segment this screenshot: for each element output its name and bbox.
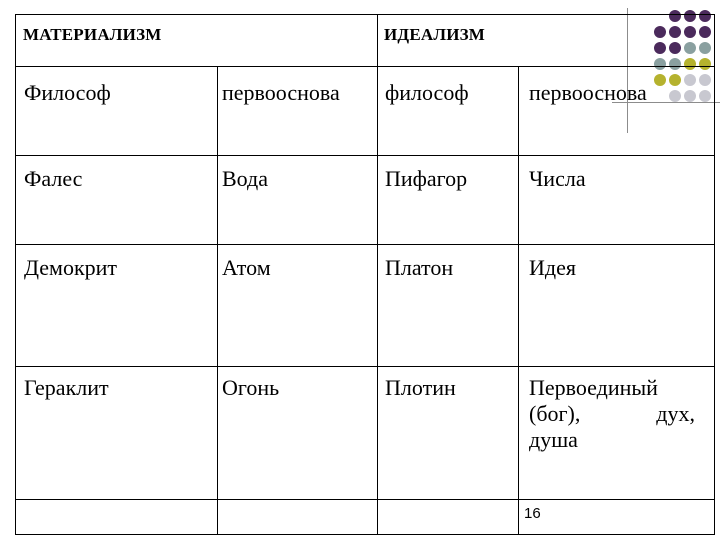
column-principle-materialism: первооснова [222,80,340,105]
decorative-dot-icon [699,90,711,102]
table-cell-mat-principle: Огонь [222,375,280,400]
decorative-dot-icon [699,58,711,70]
decorative-dot-icon [699,10,711,22]
decorative-dot-icon [699,74,711,86]
table-border-right [714,14,715,535]
column-philosopher-materialism: Философ [24,80,111,105]
table-cell-ideal-philosopher: Пифагор [385,166,468,191]
decorative-dot-icon [669,10,681,22]
decorative-dot-icon [684,90,696,102]
table-cell-mat-philosopher: Демокрит [24,255,118,280]
decorative-dot-icon [654,42,666,54]
table-cell-mat-philosopher: Гераклит [24,375,109,400]
table-rule [377,14,378,535]
decorative-vertical-line [627,8,628,133]
decorative-dot-icon [654,74,666,86]
column-philosopher-idealism: философ [385,80,469,105]
table-rule [15,66,715,67]
decorative-dot-icon [699,26,711,38]
table-cell-mat-principle: Атом [222,255,271,280]
header-materialism: МАТЕРИАЛИЗМ [23,25,162,44]
decorative-dot-icon [684,26,696,38]
decorative-dot-icon [684,42,696,54]
table-cell-mat-philosopher: Фалес [24,166,83,191]
decorative-dot-icon [669,26,681,38]
decorative-dot-icon [684,10,696,22]
decorative-dot-icon [669,90,681,102]
decorative-dot-icon [669,58,681,70]
table-border-top [15,14,715,15]
page-number: 16 [524,505,541,522]
principle-line-2: душа [529,427,578,452]
table-rule [15,244,715,245]
decorative-dot-icon [654,58,666,70]
header-idealism: ИДЕАЛИЗМ [384,25,486,44]
column-principle-idealism: первооснова [529,80,647,105]
table-border-bottom [15,534,715,535]
table-cell-mat-principle: Вода [222,166,268,191]
table-cell-ideal-philosopher: Платон [385,255,454,280]
table-cell-ideal-principle: Числа [529,166,586,191]
decorative-dot-icon [684,74,696,86]
decorative-dot-icon [684,58,696,70]
table-rule [15,366,715,367]
decorative-dot-icon [669,74,681,86]
decorative-dot-icon [654,26,666,38]
table-border-left [15,14,16,535]
decorative-dot-grid-icon [642,10,714,120]
table-cell-ideal-principle: Идея [529,255,576,280]
table-rule [15,499,715,500]
decorative-dot-icon [699,42,711,54]
decorative-dot-icon [669,42,681,54]
table-rule [217,66,218,535]
table-rule [518,66,519,535]
table-cell-ideal-philosopher: Плотин [385,375,456,400]
table-rule [15,155,715,156]
table-cell-ideal-principle [529,375,695,453]
principle-line-1: Первоединый (бог), дух, [529,375,695,426]
